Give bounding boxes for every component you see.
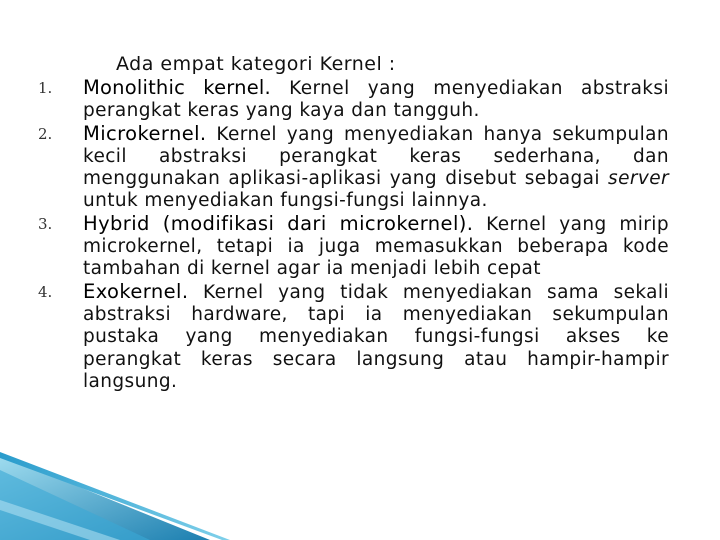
list-item-hybrid <box>0 213 720 281</box>
intro-text: Ada empat kategori Kernel : <box>116 53 396 75</box>
list-item-body <box>83 77 669 123</box>
list-item-microkernel <box>0 123 720 213</box>
list-item-exokernel <box>0 281 720 393</box>
desc-microkernel-part1: Kernel yang menyediakan hanya sekumpulan kecil abstraksi perangkat keras sederhana, dan menggunakan aplikasi-aplikasi yang disebut sebagai <box>83 123 669 190</box>
term-hybrid: Hybrid (modifikasi dari microkernel). <box>83 211 474 235</box>
term-exokernel: Exokernel. <box>83 279 189 303</box>
desc-exokernel: Kernel yang tidak menyediakan sama sekali abstraksi hardware, tapi ia menyediakan sekumpulan pustaka yang menyediakan fungsi-fungsi akses ke perangkat keras secara langsung atau hampir-hampir langsung. <box>83 281 669 392</box>
term-microkernel: Microkernel. <box>83 121 207 145</box>
list-item-body <box>83 123 669 213</box>
list-number: 2. <box>38 124 53 143</box>
list-item-monolithic <box>0 77 720 123</box>
term-monolithic: Monolithic kernel. <box>83 76 271 99</box>
desc-hybrid: Kernel yang mirip microkernel, tetapi ia juga memasukkan beberapa kode tambahan di kernel agar ia menjadi lebih cepat <box>83 213 669 280</box>
list-number: 4. <box>38 282 53 301</box>
list-number: 3. <box>38 214 53 233</box>
list-number: 1. <box>38 79 53 97</box>
desc-microkernel-part2: untuk menyediakan fungsi-fungsi lainnya. <box>83 190 488 212</box>
desc-microkernel-server: server <box>608 168 669 190</box>
list-item-body <box>83 213 669 281</box>
kernel-category-list <box>0 77 720 393</box>
list-item-body <box>83 281 669 393</box>
desc-monolithic: Kernel yang menyediakan abstraksi perangkat keras yang kaya dan tangguh. <box>83 78 669 122</box>
